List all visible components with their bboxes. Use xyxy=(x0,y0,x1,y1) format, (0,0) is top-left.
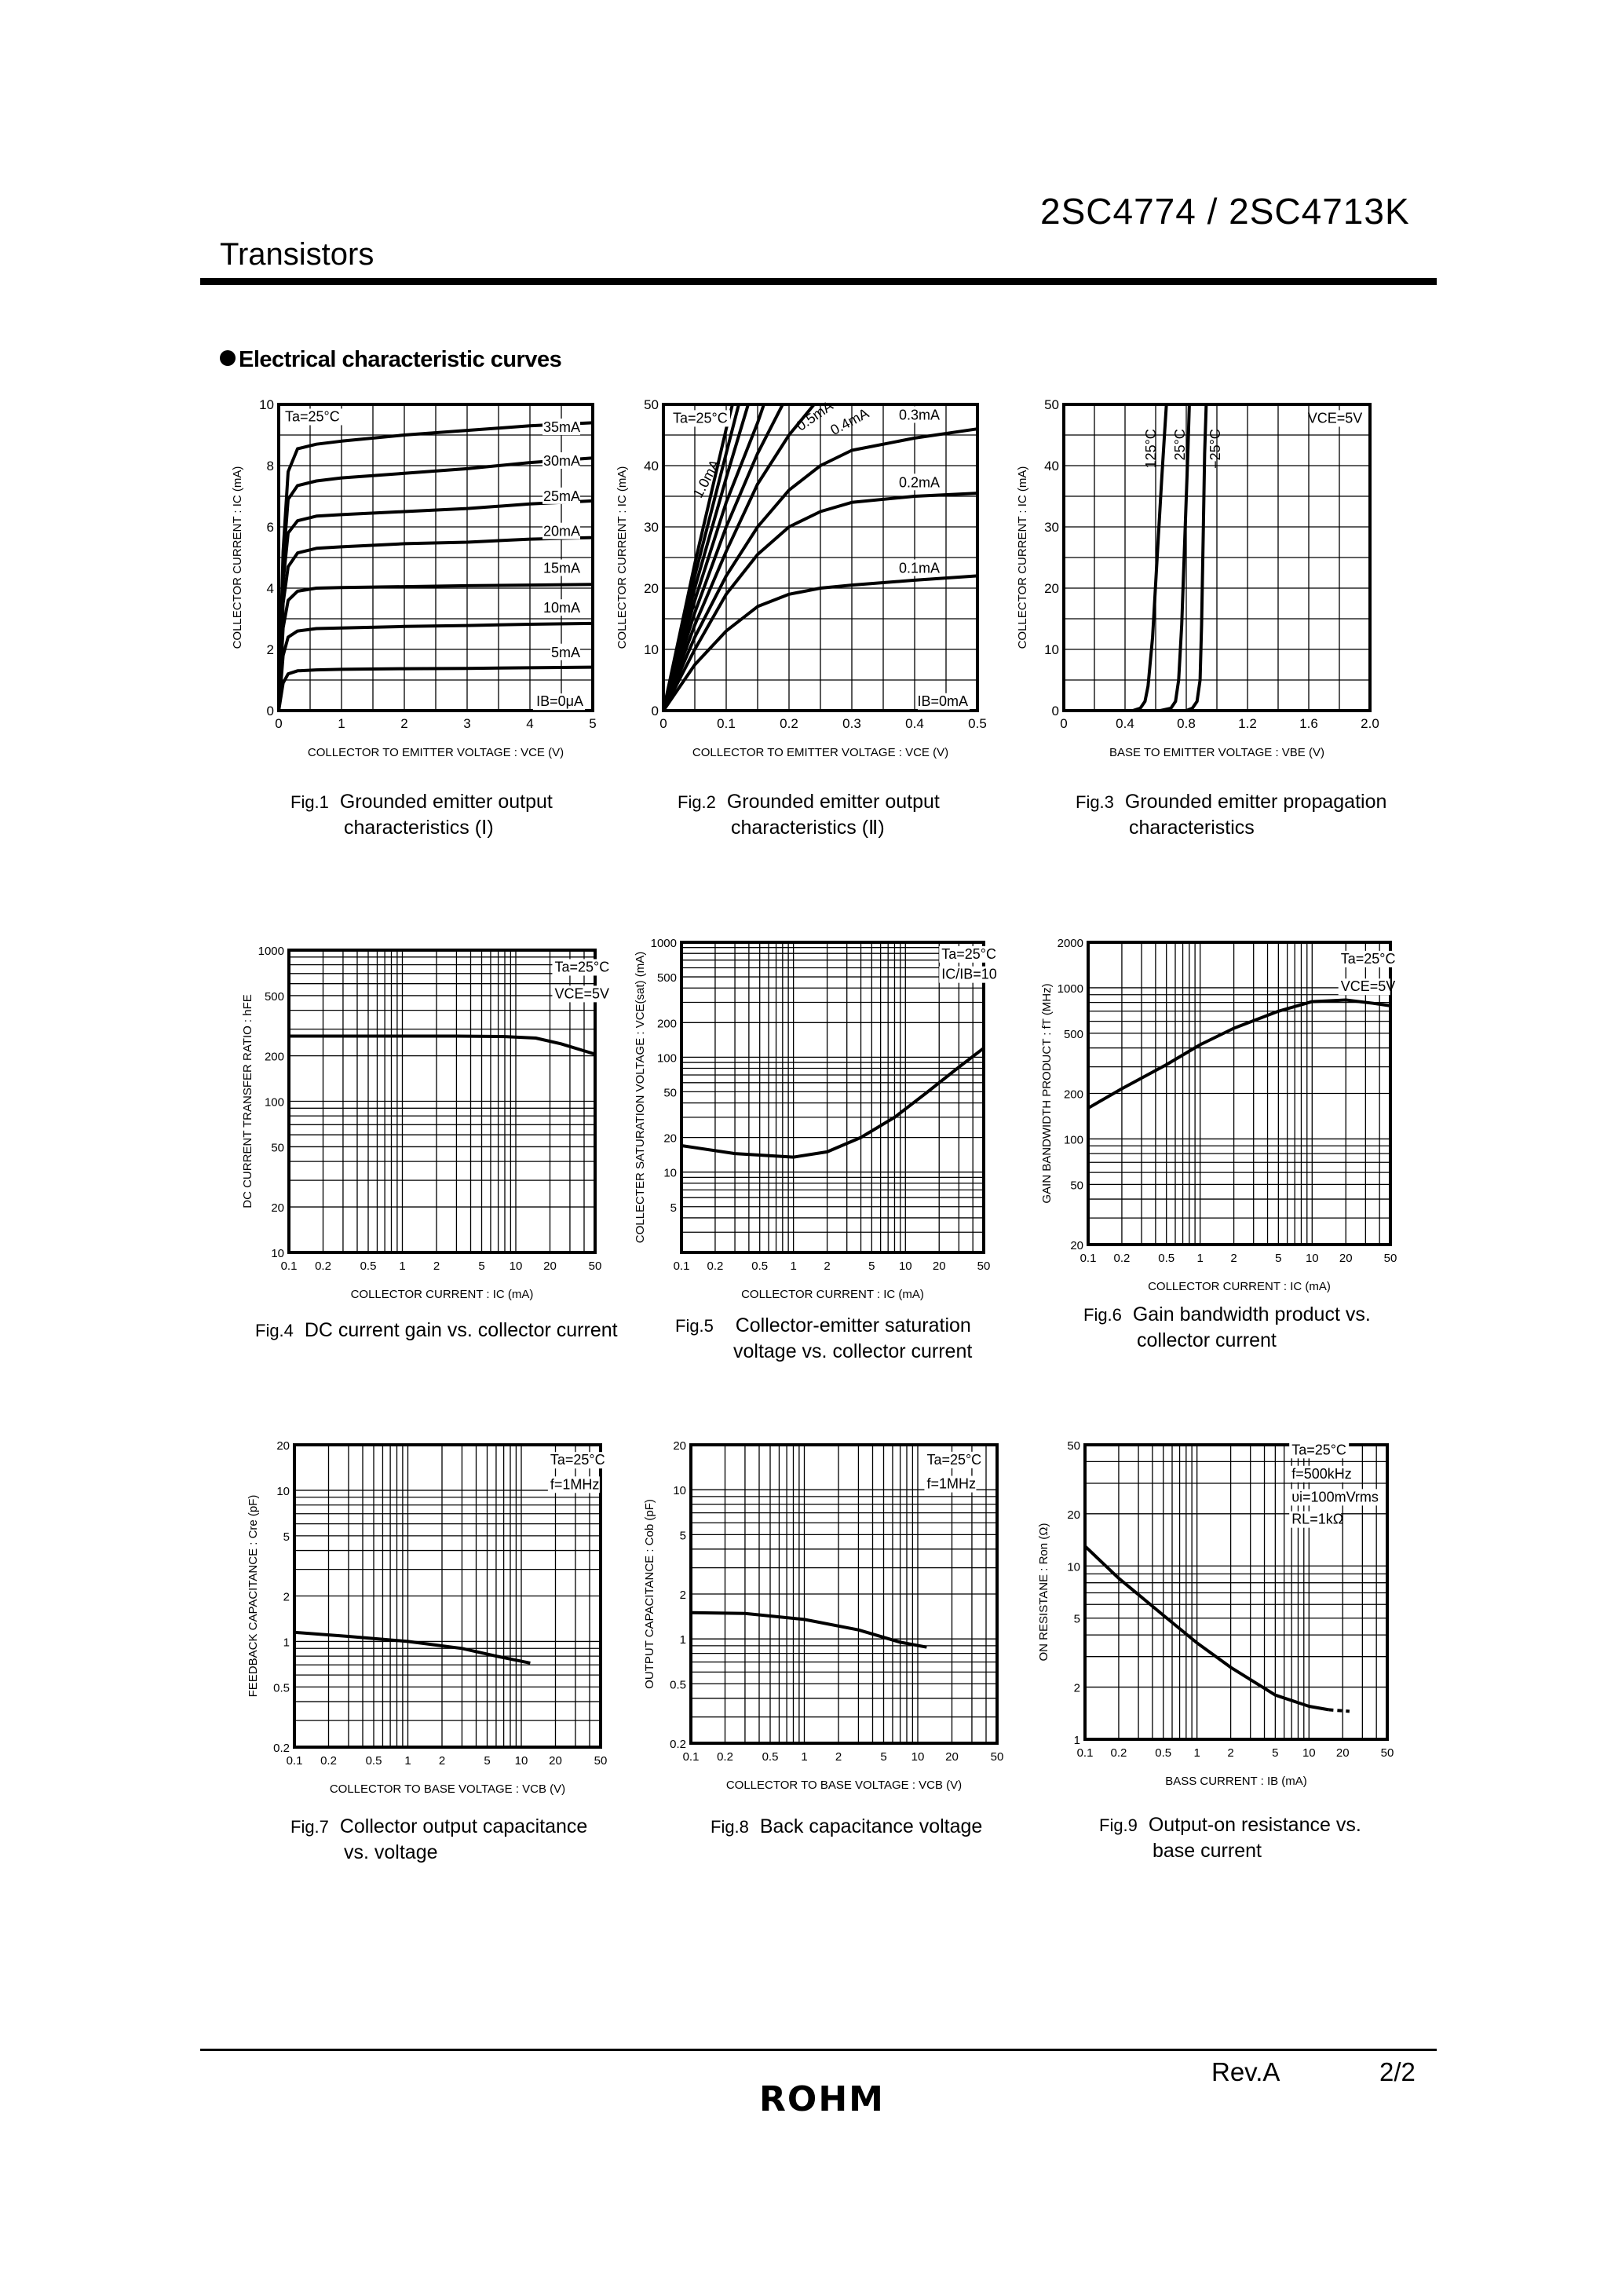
fig2-series-label: 0.3mA xyxy=(898,407,940,423)
fig1-series-label: 25mA xyxy=(542,488,580,504)
fig7-xlabel: COLLECTOR TO BASE VOLTAGE : VCB (V) xyxy=(329,1782,566,1796)
fig1-ytick-label: 2 xyxy=(266,642,274,657)
fig1-ytick-label: 8 xyxy=(266,459,274,473)
fig2-ytick-label: 0 xyxy=(651,704,659,718)
caption-fig7 xyxy=(290,1814,587,1866)
fig3-ylabel: COLLECTOR CURRENT : IC (mA) xyxy=(1016,466,1029,649)
fig7-xtick-label: 50 xyxy=(594,1754,608,1768)
fig5-xtick-label: 5 xyxy=(868,1260,875,1273)
fig9-svg xyxy=(1028,1425,1403,1798)
fig2-xtick-label: 0 xyxy=(659,716,667,731)
fig3-svg xyxy=(1005,397,1386,770)
caption-fig5-text: Collector-emitter saturation xyxy=(735,1314,971,1336)
chart-fig5 xyxy=(620,915,999,1315)
section-heading-text: Electrical characteristic curves xyxy=(239,347,562,372)
fig5-xtick-label: 0.2 xyxy=(707,1260,724,1273)
chart-fig3 xyxy=(1005,397,1386,773)
fig3-xtick-label: 0 xyxy=(1060,716,1068,731)
part-number-title: 2SC4774 / 2SC4713K xyxy=(1040,191,1410,232)
caption-fig4-num: Fig.4 xyxy=(255,1321,294,1340)
fig3-xtick-label: 1.6 xyxy=(1299,716,1318,731)
fig8-series-0 xyxy=(691,1613,926,1647)
fig4-ytick-label: 50 xyxy=(271,1141,284,1155)
fig9-ytick-label: 2 xyxy=(1073,1681,1080,1695)
fig4-ytick-label: 500 xyxy=(264,989,284,1004)
fig8-xtick-label: 50 xyxy=(990,1750,1004,1764)
fig2-ytick-label: 40 xyxy=(644,459,659,473)
fig3-series-label: 125°C xyxy=(1143,429,1159,469)
fig8-xtick-label: 0.1 xyxy=(682,1750,700,1764)
fig7-xtick-label: 1 xyxy=(404,1754,411,1768)
caption-fig5-text2: voltage vs. collector current xyxy=(733,1340,973,1362)
fig4-ytick-label: 10 xyxy=(271,1247,284,1260)
fig8-xtick-label: 10 xyxy=(911,1750,925,1764)
fig2-grid xyxy=(663,404,977,711)
caption-fig8 xyxy=(711,1814,982,1840)
fig9-xtick-label: 0.5 xyxy=(1155,1746,1172,1760)
fig5-ytick-label: 10 xyxy=(663,1166,677,1180)
fig3-series-label: −25°C xyxy=(1207,429,1223,469)
fig3-ytick-label: 50 xyxy=(1044,397,1059,412)
fig6-ytick-label: 100 xyxy=(1063,1133,1083,1147)
fig9-xtick-label: 20 xyxy=(1335,1746,1350,1760)
fig5-xtick-label: 2 xyxy=(824,1260,831,1273)
fig7-annotation: f=1MHz xyxy=(550,1476,600,1493)
fig8-xtick-label: 5 xyxy=(880,1750,887,1764)
fig1-annotation: IB=0μA xyxy=(536,693,583,710)
fig3-xtick-label: 2.0 xyxy=(1361,716,1379,731)
fig4-xlabel: COLLECTOR CURRENT : IC (mA) xyxy=(350,1288,534,1301)
fig9-xlabel: BASS CURRENT : IB (mA) xyxy=(1165,1775,1307,1788)
fig3-series-label: 25°C xyxy=(1172,429,1189,461)
fig6-ytick-label: 20 xyxy=(1070,1239,1083,1252)
fig8-ytick-label: 20 xyxy=(673,1439,686,1453)
fig5-ytick-label: 5 xyxy=(670,1201,677,1215)
fig2-xtick-label: 0.4 xyxy=(905,716,924,731)
caption-fig9-num: Fig.9 xyxy=(1099,1815,1138,1835)
caption-fig3-text: Grounded emitter propagation xyxy=(1124,791,1387,813)
fig7-xtick-label: 0.2 xyxy=(320,1754,337,1768)
fig5-xtick-label: 50 xyxy=(977,1260,991,1273)
fig9-xtick-label: 0.1 xyxy=(1076,1746,1094,1760)
fig4-xtick-label: 20 xyxy=(543,1260,557,1273)
fig3-xtick-label: 0.8 xyxy=(1177,716,1196,731)
fig2-ytick-label: 30 xyxy=(644,520,659,535)
fig3-xtick-label: 1.2 xyxy=(1238,716,1257,731)
fig5-xtick-label: 1 xyxy=(790,1260,797,1273)
fig8-ytick-label: 0.2 xyxy=(670,1738,686,1751)
caption-fig7-num: Fig.7 xyxy=(290,1817,329,1837)
category-label: Transistors xyxy=(220,237,374,272)
fig9-ytick-label: 10 xyxy=(1067,1560,1080,1574)
fig9-ylabel: ON RESISTANE : Ron (Ω) xyxy=(1037,1523,1050,1662)
fig5-svg xyxy=(620,915,999,1311)
caption-fig5-num: Fig.5 xyxy=(675,1316,714,1336)
fig8-xlabel: COLLECTOR TO BASE VOLTAGE : VCB (V) xyxy=(725,1779,963,1792)
fig4-series-0 xyxy=(289,1036,595,1055)
fig9-annotation: f=500kHz xyxy=(1291,1465,1352,1482)
fig5-xtick-label: 0.1 xyxy=(673,1260,690,1273)
chart-fig1 xyxy=(216,397,608,773)
fig1-grid xyxy=(279,404,593,711)
chart-fig7 xyxy=(236,1425,616,1810)
fig2-annotation: 0.5mA xyxy=(793,397,836,434)
fig9-xtick-label: 10 xyxy=(1302,1746,1316,1760)
fig8-xtick-label: 1 xyxy=(801,1750,808,1764)
caption-fig8-text: Back capacitance voltage xyxy=(759,1815,983,1837)
fig8-annotation: Ta=25°C xyxy=(926,1451,982,1468)
chart-fig6 xyxy=(1028,927,1406,1307)
fig7-ytick-label: 5 xyxy=(283,1530,290,1544)
fig6-xtick-label: 2 xyxy=(1230,1252,1237,1265)
fig5-xtick-label: 0.5 xyxy=(751,1260,769,1273)
fig5-frame xyxy=(681,942,984,1252)
fig4-ytick-label: 100 xyxy=(264,1095,284,1110)
fig9-xtick-label: 1 xyxy=(1193,1746,1200,1760)
chart-fig9 xyxy=(1028,1425,1403,1802)
fig7-ytick-label: 0.5 xyxy=(273,1681,290,1695)
fig6-xtick-label: 1 xyxy=(1196,1252,1204,1265)
fig1-xtick-label: 1 xyxy=(338,716,345,731)
fig6-ytick-label: 1000 xyxy=(1057,982,1083,996)
caption-fig6 xyxy=(1083,1302,1371,1354)
caption-fig8-num: Fig.8 xyxy=(711,1817,749,1837)
fig3-ytick-label: 0 xyxy=(1051,704,1059,718)
fig6-xtick-label: 5 xyxy=(1275,1252,1282,1265)
caption-fig2-text: Grounded emitter output xyxy=(726,791,940,813)
fig5-ytick-label: 200 xyxy=(656,1017,677,1031)
fig6-ytick-label: 200 xyxy=(1063,1088,1083,1102)
fig2-ytick-label: 50 xyxy=(644,397,659,412)
caption-fig6-text: Gain bandwidth product vs. xyxy=(1132,1303,1371,1325)
caption-fig7-text: Collector output capacitance xyxy=(339,1815,588,1837)
fig2-xtick-label: 0.3 xyxy=(842,716,861,731)
fig7-annotation: Ta=25°C xyxy=(550,1452,605,1468)
fig8-ytick-label: 1 xyxy=(679,1633,686,1647)
fig6-annotation: VCE=5V xyxy=(1340,978,1396,995)
fig1-svg xyxy=(216,397,608,770)
fig8-ytick-label: 5 xyxy=(679,1529,686,1543)
fig4-annotation: VCE=5V xyxy=(554,985,610,1002)
caption-fig2-text2: characteristics (Ⅱ) xyxy=(731,817,885,839)
chart-fig2 xyxy=(608,397,993,773)
fig4-annotation: Ta=25°C xyxy=(554,959,610,975)
fig6-xtick-label: 50 xyxy=(1383,1252,1397,1265)
fig7-ytick-label: 2 xyxy=(283,1590,290,1604)
fig7-ytick-label: 20 xyxy=(276,1439,290,1453)
fig4-xtick-label: 0.1 xyxy=(280,1260,298,1273)
fig2-annotation: Ta=25°C xyxy=(673,410,728,426)
fig8-ylabel: OUTPUT CAPACITANCE : Cob (pF) xyxy=(643,1499,656,1689)
fig7-xtick-label: 0.1 xyxy=(286,1754,303,1768)
fig5-ytick-label: 100 xyxy=(656,1051,677,1066)
caption-fig1-text2: characteristics (Ⅰ) xyxy=(344,817,494,839)
bullet-icon xyxy=(220,350,236,366)
fig9-ytick-label: 5 xyxy=(1073,1612,1080,1626)
fig3-xtick-label: 0.4 xyxy=(1116,716,1134,731)
fig5-xlabel: COLLECTOR CURRENT : IC (mA) xyxy=(741,1288,924,1301)
caption-fig4-text: DC current gain vs. collector current xyxy=(304,1319,618,1341)
fig4-xtick-label: 5 xyxy=(478,1260,485,1273)
fig7-xtick-label: 20 xyxy=(549,1754,562,1768)
fig9-ytick-label: 20 xyxy=(1067,1508,1080,1522)
fig4-ylabel: DC CURRENT TRANSFER RATIO : hFE xyxy=(241,994,254,1208)
fig7-xtick-label: 0.5 xyxy=(365,1754,382,1768)
rohm-logo-text: ROHM xyxy=(759,2081,885,2115)
fig2-annotation: IB=0mA xyxy=(917,693,968,709)
fig2-annotation: 0.4mA xyxy=(827,404,871,439)
fig5-grid xyxy=(681,942,984,1252)
fig8-xtick-label: 20 xyxy=(945,1750,959,1764)
caption-fig1-num: Fig.1 xyxy=(290,792,329,812)
fig1-xtick-label: 2 xyxy=(400,716,408,731)
fig1-xtick-label: 5 xyxy=(589,716,597,731)
fig1-ytick-label: 4 xyxy=(266,581,274,596)
caption-fig3-text2: characteristics xyxy=(1129,817,1255,839)
fig6-ylabel: GAIN BANDWIDTH PRODUCT : fT (MHz) xyxy=(1040,983,1054,1204)
chart-fig8 xyxy=(636,1425,1013,1806)
fig4-xtick-label: 1 xyxy=(399,1260,406,1273)
fig2-ytick-label: 10 xyxy=(644,642,659,657)
fig1-series-label: 10mA xyxy=(542,600,580,616)
fig3-annotation: VCE=5V xyxy=(1307,410,1363,426)
fig7-xtick-label: 2 xyxy=(438,1754,446,1768)
caption-fig9-text2: base current xyxy=(1153,1840,1262,1862)
fig5-ytick-label: 50 xyxy=(663,1086,677,1100)
fig9-xtick-label: 2 xyxy=(1227,1746,1234,1760)
fig6-ytick-label: 500 xyxy=(1063,1027,1083,1041)
fig4-xtick-label: 0.5 xyxy=(360,1260,377,1273)
fig6-xtick-label: 0.5 xyxy=(1158,1252,1175,1265)
fig1-ylabel: COLLECTOR CURRENT : IC (mA) xyxy=(231,466,244,649)
fig3-ytick-label: 10 xyxy=(1044,642,1059,657)
fig9-annotation: υi=100mVrms xyxy=(1291,1489,1379,1505)
fig4-ytick-label: 200 xyxy=(264,1050,284,1064)
fig6-annotation: Ta=25°C xyxy=(1340,950,1396,967)
fig1-ytick-label: 0 xyxy=(266,704,274,718)
section-heading xyxy=(220,347,561,373)
fig2-series-label: 0.1mA xyxy=(898,560,940,576)
fig2-annotation: 1.0mA xyxy=(689,457,723,501)
fig9-xtick-label: 50 xyxy=(1380,1746,1394,1760)
fig1-xtick-label: 4 xyxy=(526,716,534,731)
footer-rule xyxy=(200,2049,1437,2051)
revision-label: Rev.A xyxy=(1211,2057,1280,2086)
page-number: 2/2 xyxy=(1379,2057,1416,2086)
fig8-svg xyxy=(636,1425,1013,1802)
caption-fig6-text2: collector current xyxy=(1137,1329,1277,1351)
caption-fig1 xyxy=(290,789,553,841)
fig5-xtick-label: 10 xyxy=(898,1260,912,1273)
fig6-xtick-label: 0.1 xyxy=(1080,1252,1097,1265)
fig2-xtick-label: 0.2 xyxy=(780,716,798,731)
fig7-ylabel: FEEDBACK CAPACITANCE : Cre (pF) xyxy=(247,1494,260,1698)
fig1-series-label: 15mA xyxy=(542,560,580,576)
fig6-svg xyxy=(1028,927,1406,1303)
fig1-xtick-label: 3 xyxy=(463,716,471,731)
fig5-ytick-label: 1000 xyxy=(650,937,677,950)
fig7-xtick-label: 5 xyxy=(484,1754,491,1768)
fig8-xtick-label: 0.5 xyxy=(762,1750,779,1764)
fig2-xtick-label: 0.1 xyxy=(717,716,736,731)
caption-fig6-num: Fig.6 xyxy=(1083,1305,1122,1325)
chart-fig4 xyxy=(228,930,611,1315)
fig8-annotation: f=1MHz xyxy=(926,1475,976,1492)
fig7-xtick-label: 10 xyxy=(514,1754,528,1768)
fig4-svg xyxy=(228,930,611,1311)
fig9-annotation: Ta=25°C xyxy=(1291,1442,1346,1458)
fig5-annotation: IC/IB=10 xyxy=(941,966,997,982)
fig2-xlabel: COLLECTOR TO EMITTER VOLTAGE : VCE (V) xyxy=(692,746,949,759)
fig1-xlabel: COLLECTOR TO EMITTER VOLTAGE : VCE (V) xyxy=(307,746,564,759)
fig6-xtick-label: 0.2 xyxy=(1113,1252,1131,1265)
fig3-xlabel: BASE TO EMITTER VOLTAGE : VBE (V) xyxy=(1109,746,1324,759)
caption-fig2-num: Fig.2 xyxy=(678,792,716,812)
fig5-ytick-label: 20 xyxy=(663,1132,677,1146)
fig6-xlabel: COLLECTOR CURRENT : IC (mA) xyxy=(1148,1280,1331,1293)
caption-fig3-num: Fig.3 xyxy=(1076,792,1114,812)
fig6-ytick-label: 2000 xyxy=(1057,937,1083,950)
fig1-ytick-label: 10 xyxy=(259,397,274,412)
fig5-xtick-label: 20 xyxy=(932,1260,946,1273)
fig1-series-label: 5mA xyxy=(550,644,580,660)
fig1-annotation: Ta=25°C xyxy=(285,408,340,425)
fig2-svg xyxy=(608,397,993,770)
fig8-ytick-label: 10 xyxy=(673,1484,686,1498)
fig1-series-label: 35mA xyxy=(542,419,580,436)
fig4-xtick-label: 10 xyxy=(509,1260,523,1273)
fig6-series-0 xyxy=(1088,1000,1390,1109)
fig4-ytick-label: 20 xyxy=(271,1201,284,1216)
fig8-ytick-label: 2 xyxy=(679,1589,686,1602)
fig1-xtick-label: 0 xyxy=(275,716,283,731)
caption-fig4 xyxy=(255,1318,618,1344)
fig1-series-label: 30mA xyxy=(542,453,580,469)
fig6-xtick-label: 10 xyxy=(1305,1252,1319,1265)
caption-fig3 xyxy=(1076,789,1386,841)
fig5-ytick-label: 500 xyxy=(656,971,677,985)
caption-fig9 xyxy=(1099,1812,1361,1864)
fig4-ytick-label: 1000 xyxy=(258,945,284,958)
fig2-xtick-label: 0.5 xyxy=(968,716,987,731)
fig7-ytick-label: 10 xyxy=(276,1484,290,1498)
fig6-ytick-label: 50 xyxy=(1070,1179,1083,1193)
fig3-ytick-label: 20 xyxy=(1044,581,1059,596)
fig4-grid xyxy=(289,950,595,1252)
fig8-xtick-label: 2 xyxy=(835,1750,842,1764)
fig5-annotation: Ta=25°C xyxy=(941,945,997,962)
fig9-xtick-label: 0.2 xyxy=(1110,1746,1127,1760)
fig3-ytick-label: 30 xyxy=(1044,520,1059,535)
fig9-ytick-label: 1 xyxy=(1073,1734,1080,1747)
header-rule xyxy=(200,278,1437,285)
fig7-series-0 xyxy=(294,1632,530,1663)
caption-fig1-text: Grounded emitter output xyxy=(339,791,553,813)
rohm-logo xyxy=(755,2081,889,2115)
fig1-ytick-label: 6 xyxy=(266,520,274,535)
fig3-ytick-label: 40 xyxy=(1044,459,1059,473)
fig4-xtick-label: 0.2 xyxy=(315,1260,331,1273)
fig9-ytick-label: 50 xyxy=(1067,1439,1080,1453)
fig7-ytick-label: 1 xyxy=(283,1636,290,1650)
caption-fig2 xyxy=(678,789,940,841)
caption-fig9-text: Output-on resistance vs. xyxy=(1148,1814,1361,1836)
fig4-xtick-label: 50 xyxy=(588,1260,602,1273)
fig9-series-1 xyxy=(1328,1709,1350,1711)
caption-fig7-text2: vs. voltage xyxy=(344,1841,438,1863)
fig6-xtick-label: 20 xyxy=(1339,1252,1353,1265)
fig8-xtick-label: 0.2 xyxy=(717,1750,733,1764)
fig4-xtick-label: 2 xyxy=(433,1260,440,1273)
caption-fig5 xyxy=(675,1313,972,1365)
fig9-xtick-label: 5 xyxy=(1272,1746,1279,1760)
fig2-ytick-label: 20 xyxy=(644,581,659,596)
fig7-svg xyxy=(236,1425,616,1806)
fig8-ytick-label: 0.5 xyxy=(670,1678,686,1692)
fig1-series-label: 20mA xyxy=(542,523,580,539)
fig9-annotation: RL=1kΩ xyxy=(1291,1511,1344,1527)
fig2-ylabel: COLLECTOR CURRENT : IC (mA) xyxy=(616,466,629,649)
fig2-series-label: 0.2mA xyxy=(898,474,940,491)
fig7-ytick-label: 0.2 xyxy=(273,1742,290,1755)
fig5-ylabel: COLLECTER SATURATION VOLTAGE : VCE(sat) (mA) xyxy=(634,951,647,1244)
